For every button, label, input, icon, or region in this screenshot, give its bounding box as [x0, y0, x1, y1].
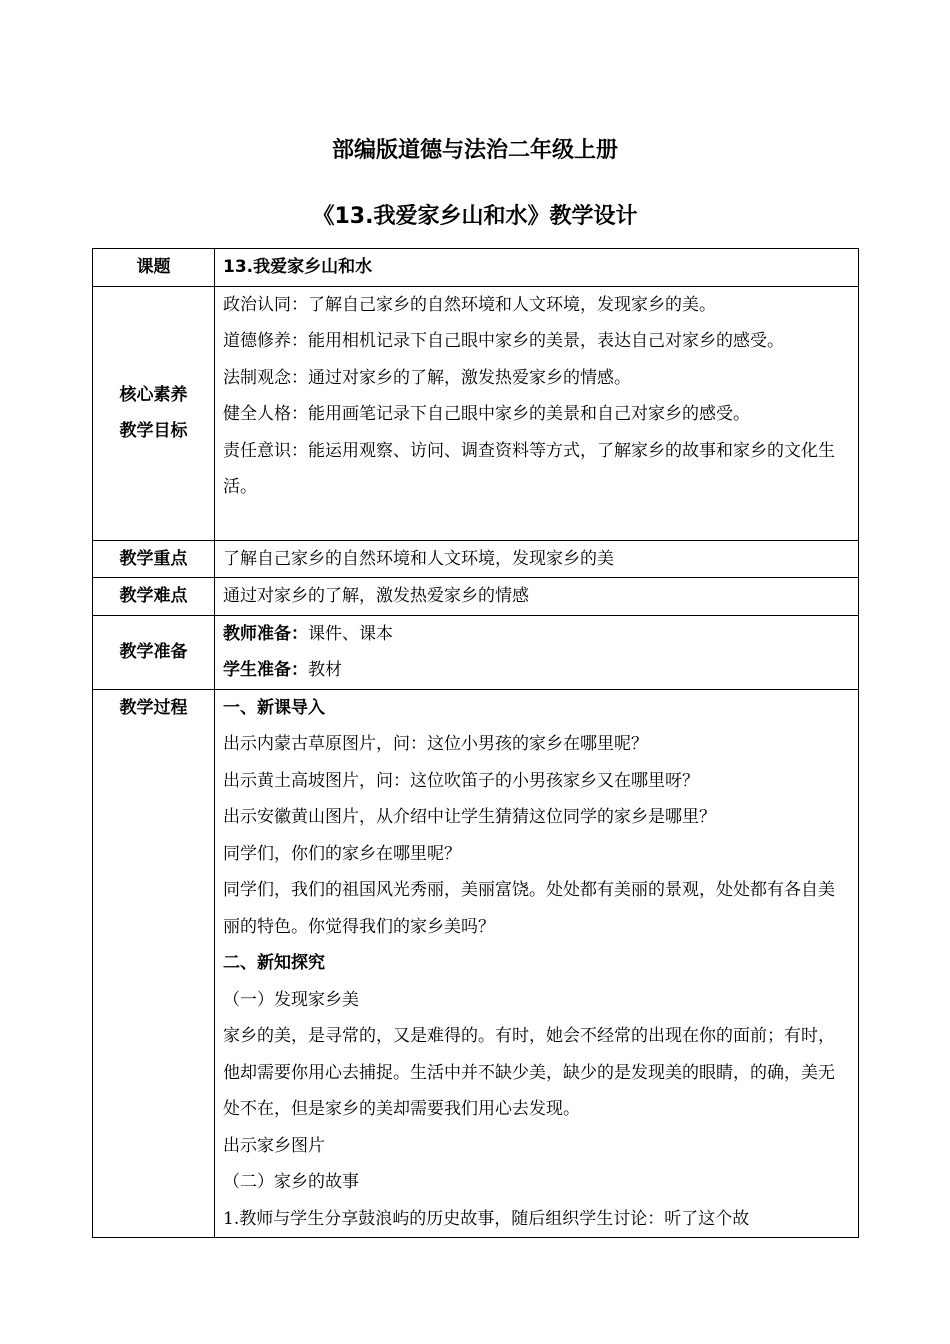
process-paragraph: 出示安徽黄山图片，从介绍中让学生猜猜这位同学的家乡是哪里？: [223, 807, 716, 827]
goal-item: 健全人格：能用画笔记录下自己眼中家乡的美景和自己对家乡的感受。: [223, 404, 750, 424]
lesson-plan-table: [92, 248, 859, 1238]
goal-item: 道德修养：能用相机记录下自己眼中家乡的美景，表达自己对家乡的感受。: [223, 331, 784, 351]
process-heading-2: 二、新知探究: [223, 953, 325, 973]
goals-label: [93, 286, 215, 540]
goals-label-line-1: 核心素养: [119, 384, 188, 405]
goal-item: 政治认同：了解自己家乡的自然环境和人文环境，发现家乡的美。: [223, 294, 716, 315]
process-paragraph: 同学们，我们的祖国风光秀丽，美丽富饶。处处都有美丽的景观，处处都有各自美丽的特色。你觉得我们的家乡美吗？: [223, 880, 835, 937]
process-subheading: （一）发现家乡美: [223, 989, 359, 1010]
prep-student-value: 教材: [308, 660, 342, 680]
difficulty-label: 教学难点: [93, 578, 215, 616]
process-value: [215, 689, 859, 1238]
prep-label: 教学准备: [93, 615, 215, 689]
key-label: 教学重点: [93, 540, 215, 578]
difficulty-value: 通过对家乡的了解，激发热爱家乡的情感: [215, 578, 859, 616]
prep-teacher-label: 教师准备：: [223, 623, 308, 644]
document-subtitle: 《13.我爱家乡山和水》教学设计: [312, 204, 638, 229]
table-row: [93, 578, 859, 616]
prep-teacher: [223, 616, 850, 653]
table-row: [93, 249, 859, 287]
prep-student: [223, 652, 850, 689]
document-title: 部编版道德与法治二年级上册: [331, 138, 618, 163]
key-value: 了解自己家乡的自然环境和人文环境，发现家乡的美: [215, 540, 859, 578]
process-heading-1: 一、新课导入: [223, 697, 325, 718]
goals-value: [215, 286, 859, 540]
process-paragraph: 家乡的美，是寻常的，又是难得的。有时，她会不经常的出现在你的面前；有时，他却需要你用心去捕捉。生活中并不缺少美，缺少的是发现美的眼睛，的确，美无处不在，但是家乡的美却需要我们用心去发现。: [223, 1026, 835, 1119]
process-subheading: （二）家乡的故事: [223, 1172, 359, 1192]
table-row: [93, 540, 859, 578]
process-paragraph: 同学们，你们的家乡在哪里呢？: [223, 843, 461, 864]
goal-item: 责任意识：能运用观察、访问、调查资料等方式，了解家乡的故事和家乡的文化生活。: [223, 440, 835, 497]
process-paragraph: 1.教师与学生分享鼓浪屿的历史故事，随后组织学生讨论：听了这个故: [223, 1208, 750, 1229]
process-paragraph: 出示内蒙古草原图片，问：这位小男孩的家乡在哪里呢？: [223, 734, 648, 754]
table-row: [93, 286, 859, 540]
table-row: [93, 689, 859, 1238]
process-paragraph: 出示家乡图片: [223, 1135, 325, 1156]
prep-teacher-value: 课件、课本: [308, 623, 393, 644]
goal-item: 法制观念：通过对家乡的了解，激发热爱家乡的情感。: [223, 367, 631, 388]
topic-label: 课题: [93, 249, 215, 287]
goals-label-line-2: 教学目标: [119, 421, 188, 441]
process-paragraph: 出示黄土高坡图片，问：这位吹笛子的小男孩家乡又在哪里呀？: [223, 770, 699, 791]
prep-student-label: 学生准备：: [223, 660, 308, 680]
process-label: 教学过程: [93, 689, 215, 1238]
topic-text: 13.我爱家乡山和水: [223, 257, 373, 277]
prep-value: [215, 615, 859, 689]
topic-value: [215, 249, 859, 287]
table-row: [93, 615, 859, 689]
